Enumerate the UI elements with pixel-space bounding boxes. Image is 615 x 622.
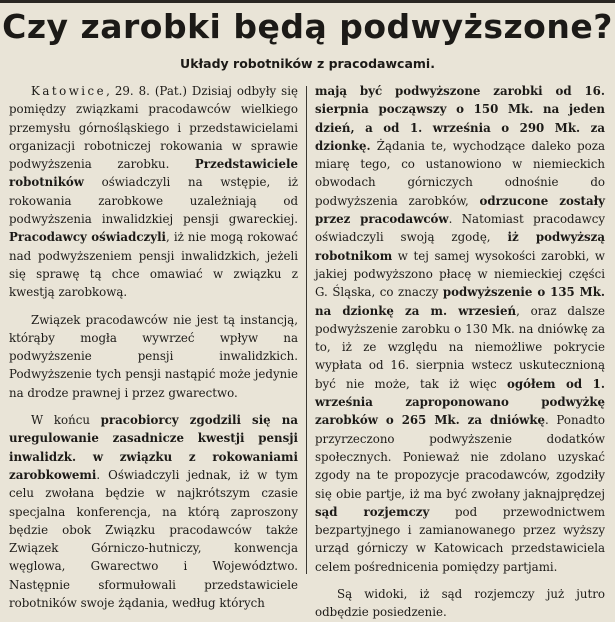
- text-run: . Oświadczyli jednak, iż w tym celu zwołana będzie w najkrótszym czasie specjalna konferencja, na którą zaproszony będzie obok Związku pracodawców także Związek Górniczo-hutniczy, konwencja węglowa, Gwarectwo i Województwo. Następnie sformułowali przedstawiciele robotników swoje żądania, według których: [9, 467, 298, 611]
- paragraph: [315, 585, 605, 622]
- text-run: , oraz dalsze podwyższenie zarobku o 130 Mk. na dniówkę za to, iż ze względu na niemożliwe pokrycie wypłata od 16. sierpnia wstecz uskutecznioną być nie może, tak iż więc: [315, 303, 605, 391]
- dateline: Katowice: [31, 84, 107, 98]
- text-run: w tej samej wysokości zarobki, w jakiej podwyższono płacę w niemieckiej części G. Śląska, co znaczy: [315, 248, 605, 300]
- bold-text-run: odrzucone zostały przez pracodawców: [315, 193, 606, 227]
- bold-text-run: mają być podwyższone zarobki od 16. sierpnia począwszy o 150 Mk. na jeden dzień, a od 1. września o 290 Mk. za dzionkę.: [315, 84, 605, 153]
- text-run: , iż nie mogą rokować nad podwyższeniem pensji inwalidzkich, jeżeli się sprawę tą chce omawiać w związku z kwestją zarobkową.: [9, 230, 298, 300]
- bold-text-run: podwyższenie o 135 Mk. na dzionkę za m. wrzesień: [315, 285, 605, 318]
- top-rule: [0, 0, 615, 3]
- text-run: . Natomiast pracodawcy oświadczyli swoją zgodę,: [315, 212, 606, 245]
- column-divider: [306, 86, 307, 574]
- paragraph: [9, 411, 298, 612]
- bold-text-run: Pracodawcy oświadczyli: [9, 230, 167, 245]
- text-run: . Ponadto przyrzeczono podwyższenie dodatków społecznych. Ponieważ nie zdolano uzyskać zgody na te propozycje pracodawców, zgodziły się obie partje, iż ma być zwołany jaknajprędzej: [315, 413, 606, 501]
- text-run: pod przewodnictwem bezpartyjnego i zamianowanego przez wyższy urząd górniczy w Katowicach przedstawiciela celem pośrednicenia pomiędzy partjami.: [315, 504, 606, 574]
- text-run: , 29. 8. (Pat.) Dzisiaj odbyły się pomiędzy związkami pracodawców wielkiego przemysłu górnośląskiego i przedstawicielami organizacji robotniczej rokowania w sprawie podwyższenia zarobku.: [9, 84, 298, 172]
- right-column: [315, 82, 606, 620]
- text-run: Związek pracodawców nie jest tą instancją, którąby mogła wywrzeć wpływ na podwyższenie pensji inwalidzkich. Podwyższenie tych pensji nastąpić może jedynie na drodze prawnej i przez gwarectwo.: [9, 312, 298, 400]
- text-run: oświadczyli na wstępie, iż rokowania zarobkowe uzależniają od podwyższenia inwalidzkiej pensji gwareckiej.: [9, 175, 298, 227]
- bold-text-run: Przedstawiciele robotników: [9, 157, 298, 190]
- paragraph: [315, 82, 605, 576]
- bold-text-run: iż podwyższą robotnikom: [315, 230, 605, 263]
- paragraph: [9, 311, 298, 402]
- article-headline: Czy zarobki będą podwyższone?: [2, 7, 613, 46]
- text-run: W końcu: [31, 413, 101, 428]
- article-subheadline: Układy robotników z pracodawcami.: [180, 56, 435, 71]
- text-run: Żądania te, wychodzące daleko poza miarę tego, co ustanowiono w niemieckich obwodach górniczych odnośnie do podwyższenia zarobków,: [315, 138, 605, 208]
- bold-text-run: pracobiorcy zgodzili się na uregulowanie zasadnicze kwestji pensji inwalidzk. w związku z rokowaniami zarobkowemi: [9, 413, 298, 482]
- bold-text-run: ogółem od 1. września zaproponowano podwyżkę zarobków o 265 Mk. za dniówkę: [315, 376, 605, 428]
- paragraph: [9, 82, 298, 302]
- text-run: Są widoki, iż sąd rozjemczy już jutro odbędzie posiedzenie.: [315, 587, 605, 620]
- left-column: [9, 82, 298, 611]
- bold-text-run: sąd rozjemczy: [315, 504, 430, 519]
